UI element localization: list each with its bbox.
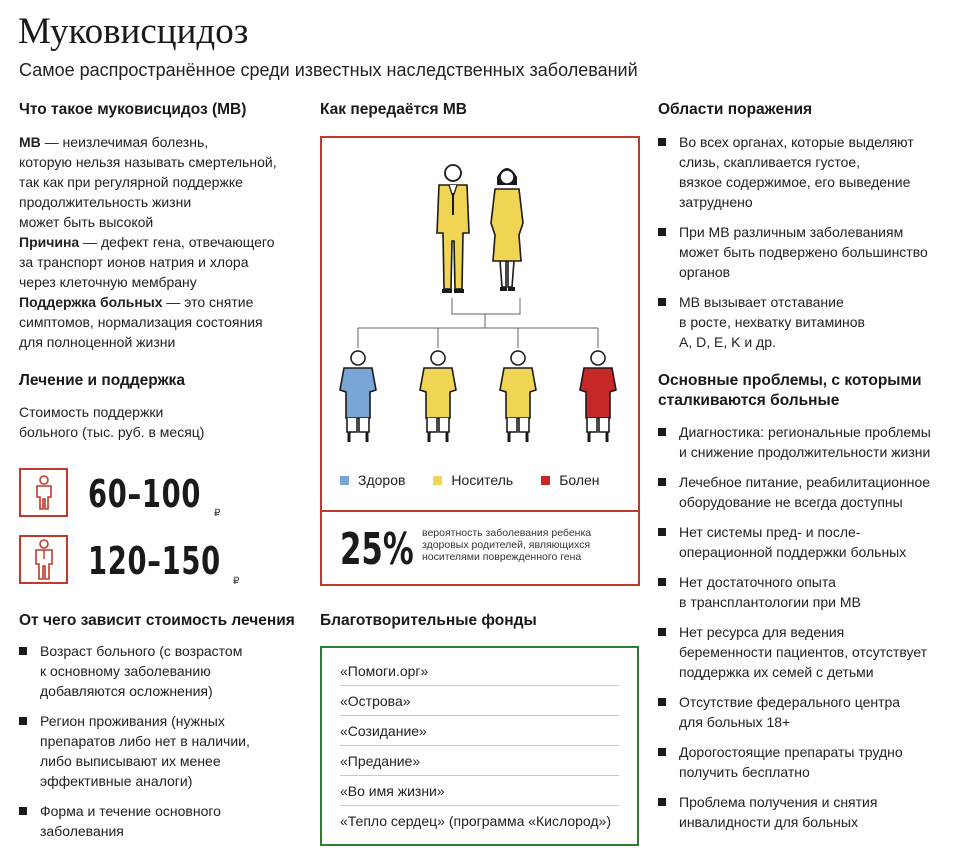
bullet-square-icon bbox=[658, 298, 666, 306]
areas-heading: Области поражения bbox=[658, 101, 813, 118]
problem-item: Отсутствие федерального центра для больных 18+ bbox=[658, 692, 963, 732]
father-figure bbox=[437, 165, 469, 293]
bullet-square-icon bbox=[658, 798, 666, 806]
problem-item: Нет ресурса для ведения беременности пациентов, отсутствует поддержка их семей с детьми bbox=[658, 622, 963, 682]
fund-item: «Созидание» bbox=[340, 716, 619, 746]
probability-text: вероятность заболевания ребенка здоровых родителей, являющихся носителями поврежденного гена bbox=[422, 527, 592, 563]
adult-figure-icon bbox=[19, 535, 68, 584]
inheritance-heading: Как передаётся МВ bbox=[320, 101, 467, 118]
price-row-child bbox=[19, 468, 245, 517]
problem-item: Нет достаточного опыта в трансплантологии при МВ bbox=[658, 572, 963, 612]
price-child: 60–100 bbox=[88, 472, 202, 516]
legend-sick: Болен bbox=[541, 472, 599, 488]
legend-carrier: Носитель bbox=[433, 472, 513, 488]
problem-item: Нет системы пред- и после- операционной поддержки больных bbox=[658, 522, 963, 562]
cost-factor-item: Регион проживания (нужных препаратов либо нет в наличии, либо выписывают их менее эффективные аналоги) bbox=[19, 711, 294, 791]
children-row bbox=[322, 350, 638, 470]
problem-item: Диагностика: региональные проблемы и снижение продолжительности жизни bbox=[658, 422, 963, 462]
page-subtitle: Самое распространённое среди известных наследственных заболеваний bbox=[19, 60, 638, 80]
bullet-square-icon bbox=[658, 228, 666, 236]
currency-child: ₽ bbox=[214, 508, 221, 519]
inheritance-legend bbox=[340, 472, 600, 488]
fund-item: «Во имя жизни» bbox=[340, 776, 619, 806]
child-figure-icon bbox=[19, 468, 68, 517]
fund-item: «Предание» bbox=[340, 746, 619, 776]
area-item: Во всех органах, которые выделяют слизь, скапливается густое, вязкое содержимое, его выведение затруднено bbox=[658, 132, 963, 212]
problem-item: Проблема получения и снятия инвалидности для больных bbox=[658, 792, 963, 832]
child-healthy-figure bbox=[340, 351, 376, 442]
inheritance-diagram bbox=[320, 136, 640, 586]
cost-caption: Стоимость поддержки больного (тыс. руб. в месяц) bbox=[19, 404, 205, 440]
treatment-heading: Лечение и поддержка bbox=[19, 372, 185, 389]
carrier-swatch bbox=[433, 476, 442, 485]
cause-label: Причина bbox=[19, 234, 80, 250]
probability-percent: 25% bbox=[340, 524, 414, 575]
bullet-square-icon bbox=[658, 698, 666, 706]
support-label: Поддержка больных bbox=[19, 294, 163, 310]
page-title: Муковисцидоз bbox=[18, 11, 249, 52]
bullet-square-icon bbox=[658, 628, 666, 636]
fund-item: «Помоги.орг» bbox=[340, 656, 619, 686]
child-sick-figure bbox=[580, 351, 616, 442]
cost-factors-heading: От чего зависит стоимость лечения bbox=[19, 612, 295, 629]
problem-item: Дорогостоящие препараты трудно получить бесплатно bbox=[658, 742, 963, 782]
problem-item: Лечебное питание, реабилитационное оборудование не всегда доступны bbox=[658, 472, 963, 512]
fund-item: «Тепло сердец» (программа «Кислород») bbox=[340, 813, 611, 829]
bullet-square-icon bbox=[658, 138, 666, 146]
sick-swatch bbox=[541, 476, 550, 485]
bullet-square-icon bbox=[19, 807, 27, 815]
funds-box bbox=[320, 646, 639, 846]
problems-heading: Основные проблемы, с которыми сталкиваются больные bbox=[658, 372, 922, 409]
bullet-square-icon bbox=[658, 428, 666, 436]
fund-item: «Острова» bbox=[340, 686, 619, 716]
problems-list bbox=[658, 422, 963, 842]
inheritance-divider bbox=[322, 510, 638, 512]
funds-heading: Благотворительные фонды bbox=[320, 612, 537, 629]
price-adult: 120–150 bbox=[88, 539, 221, 583]
area-item: МВ вызывает отставание в росте, нехватку витаминов A, D, E, K и др. bbox=[658, 292, 963, 352]
cost-factors-list bbox=[19, 641, 294, 851]
bullet-square-icon bbox=[19, 647, 27, 655]
bullet-square-icon bbox=[658, 578, 666, 586]
area-item: При МВ различным заболеваниям может быть подвержено большинство органов bbox=[658, 222, 963, 282]
bullet-square-icon bbox=[658, 528, 666, 536]
legend-healthy: Здоров bbox=[340, 472, 405, 488]
mother-figure bbox=[491, 168, 523, 291]
bullet-square-icon bbox=[658, 478, 666, 486]
healthy-swatch bbox=[340, 476, 349, 485]
bullet-square-icon bbox=[19, 717, 27, 725]
mv-label: МВ bbox=[19, 134, 41, 150]
cost-factor-item: Форма и течение основного заболевания bbox=[19, 801, 294, 841]
bullet-square-icon bbox=[658, 748, 666, 756]
cost-factor-item: Возраст больного (с возрастом к основному заболеванию добавляются осложнения) bbox=[19, 641, 294, 701]
what-is-heading: Что такое муковисцидоз (МВ) bbox=[19, 101, 247, 118]
child-carrier-figure-1 bbox=[420, 351, 456, 442]
child-carrier-figure-2 bbox=[500, 351, 536, 442]
currency-adult: ₽ bbox=[233, 576, 240, 587]
areas-list bbox=[658, 132, 963, 362]
what-is-text: МВ — неизлечимая болезнь, которую нельзя называть смертельной, так как при регулярной поддержке продолжительность жизни может быть высокой Причина — дефект гена, отвечающего за транспорт ионов натрия и хлора через клеточную мембрану Поддержка больных — это снятие симптомов, нормализация состояния для полноценной жизни bbox=[19, 134, 277, 350]
